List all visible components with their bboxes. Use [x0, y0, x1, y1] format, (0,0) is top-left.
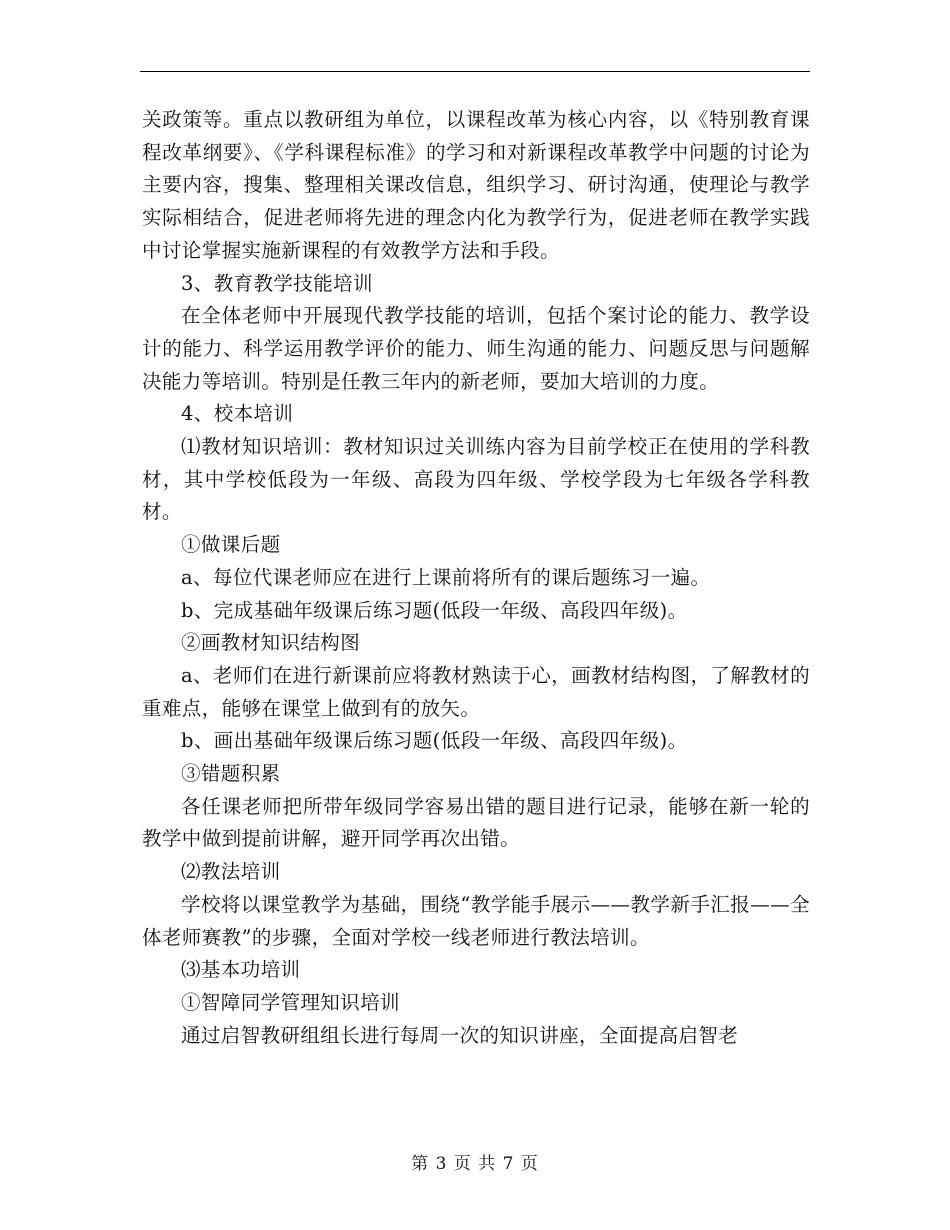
header-rule	[140, 71, 810, 72]
subheading: ⑵教法培训	[181, 860, 281, 884]
paragraph: 在全体老师中开展现代教学技能的培训，包括个案讨论的能力、教学设计的能力、科学运用教学评价的能力、师生沟通的能力、问题反思与问题解决能力等培训。特别是任教三年内的新老师，要加大培训的力度。	[142, 304, 810, 393]
page-footer	[0, 1152, 950, 1176]
footer-label-page: 页	[453, 1154, 472, 1174]
subheading: ⑶基本功培训	[181, 958, 301, 982]
list-item: b、画出基础年级课后练习题(低段一年级、高段四年级)。	[181, 729, 688, 753]
list-item: b、完成基础年级课后练习题(低段一年级、高段四年级)。	[181, 598, 688, 622]
subheading: ①智障同学管理知识培训	[181, 990, 400, 1014]
footer-label-suffix: 页	[520, 1154, 539, 1174]
subheading: ①做课后题	[181, 533, 281, 557]
footer-total-pages: 7	[502, 1154, 515, 1174]
footer-label-prefix: 第	[411, 1154, 430, 1174]
paragraph: ⑴教材知识培训：教材知识过关训练内容为目前学校正在使用的学科教材，其中学校低段为一年级、高段为四年级、学校学段为七年级各学科教材。	[142, 435, 810, 524]
subheading: ③错题积累	[181, 762, 281, 786]
list-item: a、老师们在进行新课前应将教材熟读于心，画教材结构图，了解教材的重难点，能够在课堂上做到有的放矢。	[142, 663, 810, 720]
subheading: ②画教材知识结构图	[181, 631, 361, 655]
paragraph: 学校将以课堂教学为基础，围绕“教学能手展示——教学新手汇报——全体老师赛教”的步骤，全面对学校一线老师进行教法培训。	[142, 892, 810, 949]
footer-current-page: 3	[435, 1154, 448, 1174]
paragraph: 关政策等。重点以教研组为单位，以课程改革为核心内容，以《特别教育课程改革纲要》、《学科课程标准》的学习和对新课程改革教学中问题的讨论为主要内容，搜集、整理相关课改信息，组织学习、研讨沟通，使理论与教学实际相结合，促进老师将先进的理念内化为教学行为，促进老师在教学实践中讨论掌握实施新课程的有效教学方法和手段。	[142, 108, 810, 262]
footer-label-total: 共	[478, 1154, 497, 1174]
paragraph: 各任课老师把所带年级同学容易出错的题目进行记录，能够在新一轮的教学中做到提前讲解，避开同学再次出错。	[142, 794, 810, 851]
document-body	[142, 104, 810, 1052]
list-item: a、每位代课老师应在进行上课前将所有的课后题练习一遍。	[181, 565, 711, 589]
section-heading: 3、教育教学技能培训	[181, 271, 373, 295]
paragraph: 通过启智教研组组长进行每周一次的知识讲座，全面提高启智老	[181, 1023, 739, 1047]
section-heading: 4、校本培训	[181, 402, 294, 426]
